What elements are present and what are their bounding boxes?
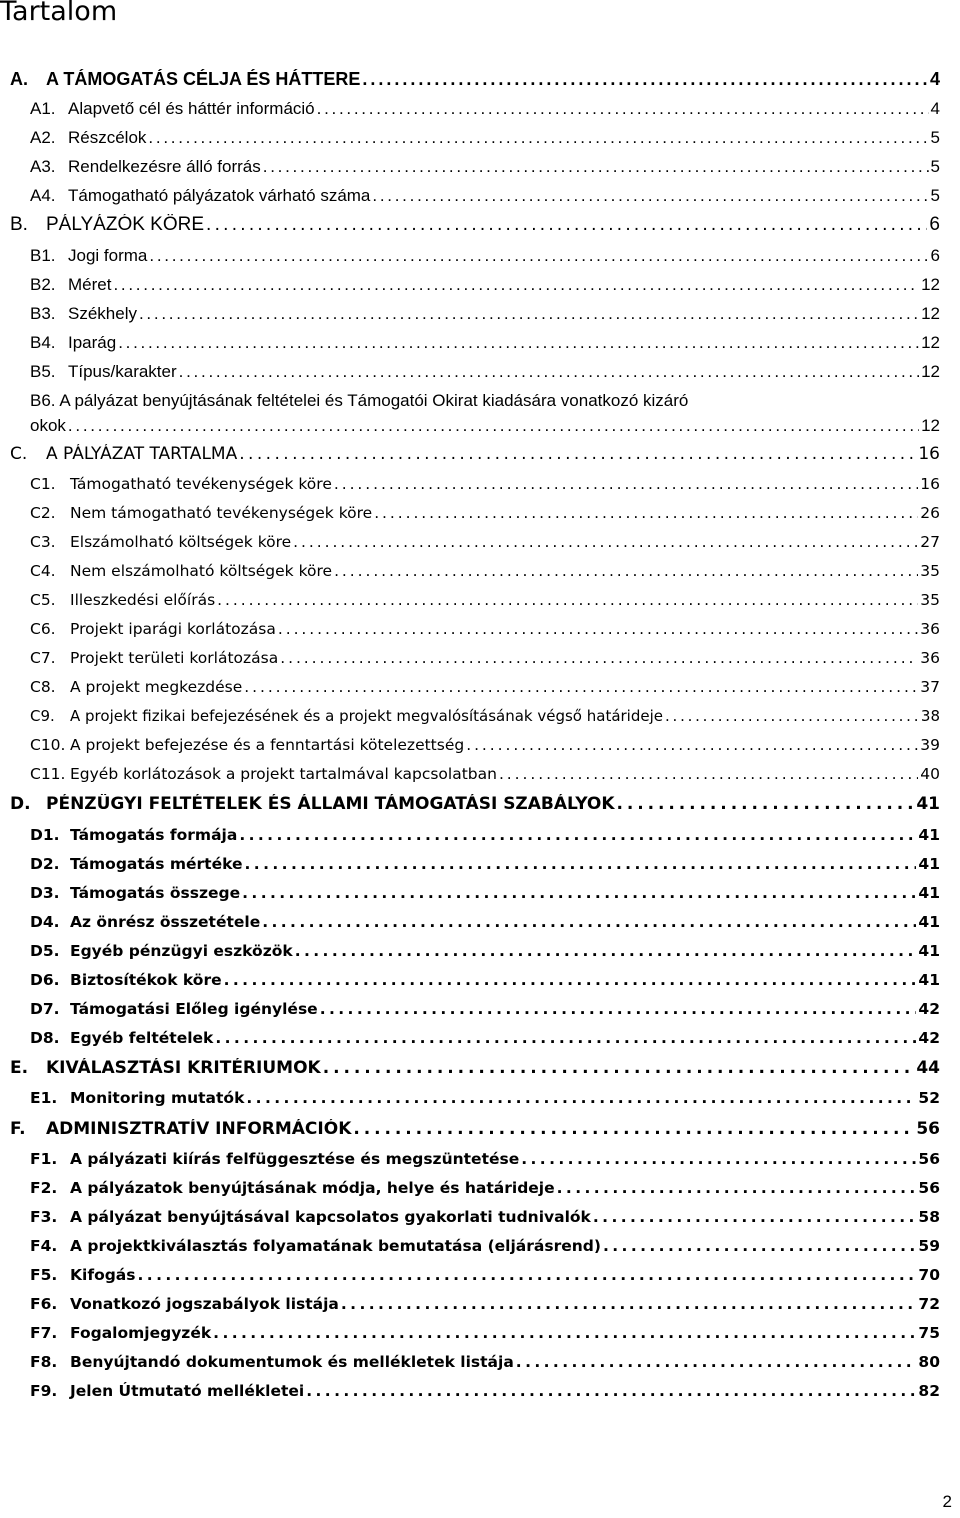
toc-entry-page: 12 <box>921 275 940 294</box>
toc-entry-a4[interactable] <box>0 186 940 206</box>
toc-entry-number: F7. <box>30 1324 58 1342</box>
dot-leader <box>263 157 929 174</box>
toc-entry-number: F1. <box>30 1150 58 1168</box>
toc-entry-number: F. <box>10 1119 26 1139</box>
toc-entry-b6-line2[interactable] <box>0 416 940 436</box>
toc-entry-f6[interactable] <box>0 1295 940 1313</box>
toc-entry-c7[interactable] <box>0 649 940 667</box>
toc-entry-b4[interactable] <box>0 333 940 353</box>
dot-leader <box>557 1179 917 1195</box>
toc-entry-page: 56 <box>918 1179 940 1197</box>
toc-entry-page: 35 <box>920 591 940 609</box>
toc-entry-f8[interactable] <box>0 1353 940 1371</box>
dot-leader <box>466 736 918 752</box>
dot-leader <box>246 1089 916 1105</box>
toc-entry-label: A projekt befejezése és a fenntartási kötelezettség <box>70 736 465 754</box>
dot-leader <box>242 884 916 900</box>
toc-entry-label: Részcélok <box>68 128 147 147</box>
toc-entry-b2[interactable] <box>0 275 940 295</box>
toc-entry-c4[interactable] <box>0 562 940 580</box>
dot-leader <box>215 1029 916 1045</box>
toc-entry-number: C6. <box>30 620 56 638</box>
toc-entry-label: Típus/karakter <box>68 362 177 381</box>
toc-entry-d3[interactable] <box>0 884 940 902</box>
toc-entry-b1[interactable] <box>0 246 940 266</box>
toc-entry-page: 41 <box>918 971 940 989</box>
toc-entry-number: C7. <box>30 649 56 667</box>
dot-leader <box>323 1058 915 1075</box>
toc-entry-number: C1. <box>30 475 56 493</box>
toc-entry-page: 36 <box>920 620 940 638</box>
dot-leader <box>262 913 916 929</box>
dot-leader <box>213 1324 916 1340</box>
toc-entry-label: Rendelkezésre álló forrás <box>68 157 261 176</box>
toc-entry-label: PÉNZÜGYI FELTÉTELEK ÉS ÁLLAMI TÁMOGATÁSI SZABÁLYOK <box>46 794 615 814</box>
toc-entry-label: Benyújtandó dokumentumok és mellékletek listája <box>70 1353 514 1371</box>
toc-entry-label: A pályázat benyújtásával kapcsolatos gyakorlati tudnivalók <box>70 1208 591 1226</box>
toc-entry-number: C4. <box>30 562 56 580</box>
toc-entry-c3[interactable] <box>0 533 940 551</box>
toc-entry-label: Jelen Útmutató mellékletei <box>70 1382 305 1400</box>
dot-leader <box>245 855 917 871</box>
dot-leader <box>118 333 919 350</box>
toc-entry-page: 5 <box>930 128 940 147</box>
dot-leader <box>149 246 928 263</box>
toc-entry-d8[interactable] <box>0 1029 940 1047</box>
page-number: 2 <box>942 1492 952 1511</box>
toc-entry-d4[interactable] <box>0 913 940 931</box>
toc-entry-number: C8. <box>30 678 56 696</box>
toc-entry-label: Támogatás összege <box>70 884 241 902</box>
toc-entry-label: Az önrész összetétele <box>70 913 261 931</box>
toc-entry-number: A4. <box>30 186 56 205</box>
toc-entry-page: 36 <box>920 649 940 667</box>
toc-entry-label: Monitoring mutatók <box>70 1089 245 1107</box>
toc-entry-b6-line1[interactable] <box>30 391 688 411</box>
toc-entry-f4[interactable] <box>0 1237 940 1255</box>
toc-entry-label: Iparág <box>68 333 117 352</box>
toc-entry-page: 39 <box>920 736 940 754</box>
dot-leader <box>295 942 917 958</box>
toc-entry-label: ADMINISZTRATÍV INFORMÁCIÓK <box>46 1119 352 1139</box>
toc-entry-number: C9. <box>30 707 55 725</box>
toc-entry-label: Egyéb korlátozások a projekt tartalmával kapcsolatban <box>70 765 497 783</box>
toc-entry-number: C. <box>10 444 28 464</box>
toc-entry-number: E1. <box>30 1089 58 1107</box>
dot-leader <box>138 1266 917 1282</box>
toc-entry-label: Jogi forma <box>68 246 148 265</box>
toc-entry-number: C3. <box>30 533 56 551</box>
toc-entry-label: Nem támogatható tevékenységek köre <box>70 504 373 522</box>
toc-entry-number: C2. <box>30 504 56 522</box>
dot-leader <box>353 1119 914 1136</box>
toc-entry-a3[interactable] <box>0 157 940 177</box>
dot-leader <box>239 826 916 842</box>
toc-entry-number: D2. <box>30 855 60 873</box>
toc-entry-page: 16 <box>920 475 940 493</box>
toc-entry-label: Támogatható pályázatok várható száma <box>68 186 371 205</box>
toc-entry-page: 6 <box>930 246 940 265</box>
dot-leader <box>334 475 918 491</box>
toc-entry-d6[interactable] <box>0 971 940 989</box>
toc-entry-number: D5. <box>30 942 60 960</box>
toc-entry-label: Vonatkozó jogszabályok listája <box>70 1295 339 1313</box>
toc-entry-f1[interactable] <box>0 1150 940 1168</box>
toc-entry-page: 41 <box>916 794 940 814</box>
toc-entry-number: B3. <box>30 304 56 323</box>
toc-entry-label: Egyéb feltételek <box>70 1029 214 1047</box>
toc-entry-number: F4. <box>30 1237 58 1255</box>
toc-entry-number: D8. <box>30 1029 60 1047</box>
toc-entry-page: 16 <box>918 444 940 464</box>
toc-entry-number: B5. <box>30 362 56 381</box>
toc-entry-f[interactable] <box>0 1119 940 1139</box>
toc-entry-a[interactable] <box>0 69 940 90</box>
dot-leader <box>521 1150 916 1166</box>
toc-entry-number: F3. <box>30 1208 58 1226</box>
dot-leader <box>280 649 918 665</box>
toc-entry-label: Székhely <box>68 304 137 323</box>
toc-entry-label: Illeszkedési előírás <box>70 591 216 609</box>
toc-entry-page: 52 <box>918 1089 940 1107</box>
toc-entry-page: 38 <box>920 707 940 725</box>
dot-leader <box>341 1295 917 1311</box>
toc-entry-d1[interactable] <box>0 826 940 844</box>
toc-entry-page: 42 <box>918 1000 940 1018</box>
toc-entry-label: A pályázatok benyújtásának módja, helye és határideje <box>70 1179 555 1197</box>
toc-entry-f7[interactable] <box>0 1324 940 1342</box>
toc-entry-page: 56 <box>916 1119 940 1139</box>
dot-leader <box>317 99 929 116</box>
toc-entry-number: B4. <box>30 333 56 352</box>
toc-entry-number: D1. <box>30 826 60 844</box>
dot-leader <box>306 1382 916 1398</box>
dot-leader <box>334 562 918 578</box>
toc-entry-label: Biztosítékok köre <box>70 971 222 989</box>
dot-leader <box>593 1208 917 1224</box>
toc-entry-number: B6. <box>30 391 56 410</box>
dot-leader <box>374 504 918 520</box>
toc-entry-number: A1. <box>30 99 56 118</box>
dot-leader <box>139 304 919 321</box>
toc-entry-b3[interactable] <box>0 304 940 324</box>
toc-entry-d5[interactable] <box>0 942 940 960</box>
toc-entry-c2[interactable] <box>0 504 940 522</box>
dot-leader <box>499 765 918 781</box>
dot-leader <box>244 678 918 694</box>
toc-entry-label: PÁLYÁZÓK KÖRE <box>46 214 205 235</box>
toc-entry-label: A pályázati kiírás felfüggesztése és megszüntetése <box>70 1150 520 1168</box>
toc-entry-number: D3. <box>30 884 60 902</box>
toc-entry-label: Nem elszámolható költségek köre <box>70 562 333 580</box>
toc-entry-label: Elszámolható költségek köre <box>70 533 292 551</box>
dot-leader <box>68 416 919 433</box>
toc-entry-d2[interactable] <box>0 855 940 873</box>
toc-entry-page: 80 <box>918 1353 940 1371</box>
dot-leader <box>206 214 927 233</box>
toc-entry-page: 41 <box>918 884 940 902</box>
toc-entry-number: A2. <box>30 128 56 147</box>
dot-leader <box>320 1000 917 1016</box>
toc-entry-a1[interactable] <box>0 99 940 119</box>
toc-entry-f3[interactable] <box>0 1208 940 1226</box>
toc-entry-number: D7. <box>30 1000 60 1018</box>
dot-leader <box>293 533 918 549</box>
toc-entry-c9[interactable] <box>0 707 940 725</box>
toc-entry-page: 40 <box>920 765 940 783</box>
toc-entry-c11[interactable] <box>0 765 940 783</box>
dot-leader <box>516 1353 917 1369</box>
toc-entry-page: 44 <box>916 1058 940 1078</box>
toc-entry-label: A projektkiválasztás folyamatának bemutatása (eljárásrend) <box>70 1237 601 1255</box>
toc-entry-page: 70 <box>918 1266 940 1284</box>
toc-entry-number: B. <box>10 214 28 235</box>
toc-entry-page: 75 <box>918 1324 940 1342</box>
toc-entry-c10[interactable] <box>0 736 940 754</box>
toc-entry-page: 27 <box>920 533 940 551</box>
toc-entry-c6[interactable] <box>0 620 940 638</box>
dot-leader <box>113 275 919 292</box>
toc-entry-page: 59 <box>918 1237 940 1255</box>
toc-entry-label: Támogatható tevékenységek köre <box>70 475 332 493</box>
toc-entry-label: Kifogás <box>70 1266 136 1284</box>
toc-entry-page: 12 <box>921 362 940 381</box>
toc-entry-c[interactable] <box>0 444 940 464</box>
toc-entry-page: 41 <box>918 826 940 844</box>
toc-entry-number: F6. <box>30 1295 58 1313</box>
dot-leader <box>217 591 918 607</box>
toc-entry-label: A pályázat benyújtásának feltételei és Támogatói Okirat kiadására vonatkozó kizáró <box>59 391 689 410</box>
dot-leader <box>224 971 917 987</box>
dot-leader <box>239 444 916 461</box>
toc-entry-number: E. <box>10 1058 29 1078</box>
toc-entry-number: C10. <box>30 736 66 754</box>
toc-entry-page: 41 <box>918 913 940 931</box>
toc-entry-a2[interactable] <box>0 128 940 148</box>
toc-entry-page: 6 <box>929 214 940 235</box>
toc-entry-d7[interactable] <box>0 1000 940 1018</box>
dot-leader <box>372 186 928 203</box>
toc-entry-label: Támogatás mértéke <box>70 855 243 873</box>
page-title: Tartalom <box>0 0 118 27</box>
toc-entry-label: Támogatási Előleg igénylése <box>70 1000 318 1018</box>
toc-entry-number: F9. <box>30 1382 58 1400</box>
toc-entry-label: Egyéb pénzügyi eszközök <box>70 942 293 960</box>
toc-entry-number: D6. <box>30 971 60 989</box>
toc-entry-number: A. <box>10 69 28 89</box>
toc-entry-number: D4. <box>30 913 60 931</box>
dot-leader <box>179 362 919 379</box>
toc-entry-label: Támogatás formája <box>70 826 238 844</box>
toc-entry-number: C11. <box>30 765 66 783</box>
toc-entry-label: Projekt iparági korlátozása <box>70 620 276 638</box>
toc-entry-e[interactable] <box>0 1058 940 1078</box>
toc-entry-number: F5. <box>30 1266 58 1284</box>
dot-leader <box>603 1237 916 1253</box>
toc-entry-e1[interactable] <box>0 1089 940 1107</box>
toc-entry-f2[interactable] <box>0 1179 940 1197</box>
toc-entry-label: Méret <box>68 275 112 294</box>
toc-entry-label-continued: okok <box>30 416 66 435</box>
toc-entry-page: 41 <box>918 942 940 960</box>
toc-entry-b[interactable] <box>0 214 940 236</box>
dot-leader <box>278 620 918 636</box>
toc-entry-number: B1. <box>30 246 56 265</box>
toc-entry-c5[interactable] <box>0 591 940 609</box>
toc-entry-f9[interactable] <box>0 1382 940 1400</box>
toc-entry-number: F2. <box>30 1179 58 1197</box>
toc-entry-label: Alapvető cél és háttér információ <box>68 99 315 118</box>
toc-entry-label: A projekt megkezdése <box>70 678 243 696</box>
toc-entry-page: 4 <box>930 99 940 118</box>
toc-entry-page: 35 <box>920 562 940 580</box>
toc-entry-b5[interactable] <box>0 362 940 382</box>
toc-entry-c1[interactable] <box>0 475 940 493</box>
toc-entry-page: 56 <box>918 1150 940 1168</box>
toc-entry-label: A PÁLYÁZAT TARTALMA <box>46 444 238 464</box>
toc-entry-page: 5 <box>930 157 940 176</box>
toc-entry-number: A3. <box>30 157 56 176</box>
toc-entry-label: A TÁMOGATÁS CÉLJA ÉS HÁTTERE <box>46 69 361 89</box>
toc-entry-page: 12 <box>921 333 940 352</box>
toc-entry-page: 37 <box>920 678 940 696</box>
toc-entry-f5[interactable] <box>0 1266 940 1284</box>
toc-entry-label: Projekt területi korlátozása <box>70 649 279 667</box>
toc-entry-page: 82 <box>918 1382 940 1400</box>
toc-entry-page: 12 <box>921 304 940 323</box>
dot-leader <box>148 128 928 145</box>
toc-entry-label: Fogalomjegyzék <box>70 1324 212 1342</box>
toc-entry-label: A projekt fizikai befejezésének és a projekt megvalósításának végső határideje <box>70 707 663 725</box>
toc-entry-page: 42 <box>918 1029 940 1047</box>
toc-entry-c8[interactable] <box>0 678 940 696</box>
toc-entry-page: 58 <box>918 1208 940 1226</box>
toc-entry-number: D. <box>10 794 31 814</box>
toc-entry-page: 26 <box>920 504 940 522</box>
dot-leader <box>665 707 919 722</box>
toc-entry-page: 72 <box>918 1295 940 1313</box>
toc-entry-label: KIVÁLASZTÁSI KRITÉRIUMOK <box>46 1058 321 1078</box>
dot-leader <box>617 794 915 811</box>
dot-leader <box>362 69 928 87</box>
toc-entry-page: 12 <box>921 416 940 435</box>
toc-entry-number: F8. <box>30 1353 58 1371</box>
toc-entry-page: 5 <box>930 186 940 205</box>
toc-entry-number: B2. <box>30 275 56 294</box>
toc-entry-page: 4 <box>929 69 940 89</box>
toc-entry-page: 41 <box>918 855 940 873</box>
toc-entry-d[interactable] <box>0 794 940 814</box>
toc-entry-number: C5. <box>30 591 56 609</box>
